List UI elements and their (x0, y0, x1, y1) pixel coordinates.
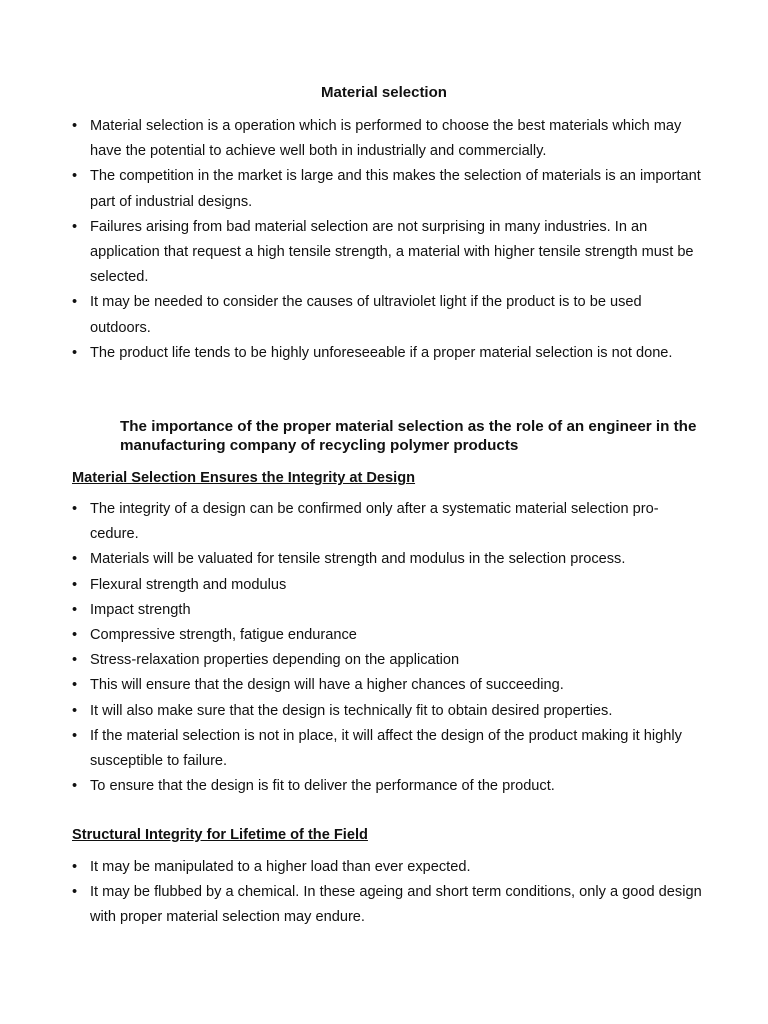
list-item (72, 648, 702, 673)
list-item-text: Compressive strength, fatigue endurance (90, 627, 357, 644)
bullet-icon: • (72, 702, 78, 719)
list-item (72, 290, 702, 340)
importance-heading: The importance of the proper material selection as the role of an engineer in the manufacturing company of recycling polymer products (120, 418, 697, 454)
list-item (72, 724, 702, 774)
list-item-text: It may be needed to consider the causes of ultraviolet light if the product is to be used outdoors. (90, 294, 642, 336)
bullet-icon: • (72, 727, 78, 744)
bullet-icon: • (72, 501, 78, 517)
bullet-icon: • (72, 576, 78, 593)
list-item-text: Materials will be valuated for tensile strength and modulus in the selection process. (90, 551, 626, 568)
list-item (72, 598, 702, 623)
list-item-text: If the material selection is not in place, it will affect the design of the product making it highly susceptible to failure. (90, 727, 682, 770)
bullet-icon: • (72, 778, 78, 795)
bullet-icon: • (72, 627, 78, 644)
list-item (72, 774, 702, 799)
bullet-icon: • (72, 551, 78, 568)
bullet-icon: • (72, 118, 78, 134)
list-item-text: The competition in the market is large and this makes the selection of materials is an important part of industrial designs. (90, 168, 701, 210)
list-item (72, 573, 702, 598)
list-item (72, 699, 702, 724)
list-item-text: This will ensure that the design will have a higher chances of succeeding. (90, 677, 564, 694)
document-title: Material selection (321, 84, 447, 101)
bullet-icon: • (72, 601, 78, 618)
list-item (72, 547, 702, 572)
list-item (72, 497, 702, 547)
section-heading-structural-integrity: Structural Integrity for Lifetime of the Field (72, 827, 368, 843)
bullet-icon: • (72, 652, 78, 669)
list-item-text: It will also make sure that the design is technically fit to obtain desired properties. (90, 702, 613, 719)
bullet-icon: • (72, 859, 78, 875)
list-item (72, 855, 702, 880)
list-item-text: Stress-relaxation properties depending on the application (90, 652, 460, 669)
list-item-text: The integrity of a design can be confirmed only after a systematic material selection pro-cedure. (90, 501, 659, 543)
list-item-text: It may be manipulated to a higher load than ever expected. (90, 859, 471, 875)
list-item (72, 164, 702, 214)
list-item (72, 215, 702, 291)
list-item (72, 673, 702, 698)
list-item (72, 880, 702, 930)
list-item (72, 341, 702, 366)
bullet-icon: • (72, 294, 78, 311)
list-item-text: Flexural strength and modulus (90, 576, 287, 593)
list-item-text: To ensure that the design is fit to deliver the performance of the product. (90, 778, 555, 795)
list-item-text: Failures arising from bad material selection are not surprising in many industries. In an application that request a high tensile strength, a material with higher tensile strength must be selected. (90, 218, 694, 286)
list-item-text: It may be flubbed by a chemical. In these ageing and short term conditions, only a good design with proper material selection may endure. (90, 884, 702, 926)
bullet-icon: • (72, 677, 78, 694)
list-item-text: Material selection is a operation which is performed to choose the best materials which may have the potential to achieve well both in industrially and commercially. (90, 118, 682, 160)
section-heading-design-integrity: Material Selection Ensures the Integrity at Design (72, 470, 416, 486)
bullet-icon: • (72, 168, 78, 185)
bullet-icon: • (72, 218, 78, 235)
list-item-text: The product life tends to be highly unforeseeable if a proper material selection is not done. (90, 344, 673, 361)
list-item (72, 623, 702, 648)
design-integrity-bullet-list (72, 497, 702, 799)
bullet-icon: • (72, 344, 78, 361)
bullet-icon: • (72, 884, 78, 901)
list-item (72, 114, 702, 164)
structural-integrity-bullet-list (72, 855, 702, 931)
list-item-text: Impact strength (90, 601, 191, 618)
intro-bullet-list (72, 114, 702, 366)
